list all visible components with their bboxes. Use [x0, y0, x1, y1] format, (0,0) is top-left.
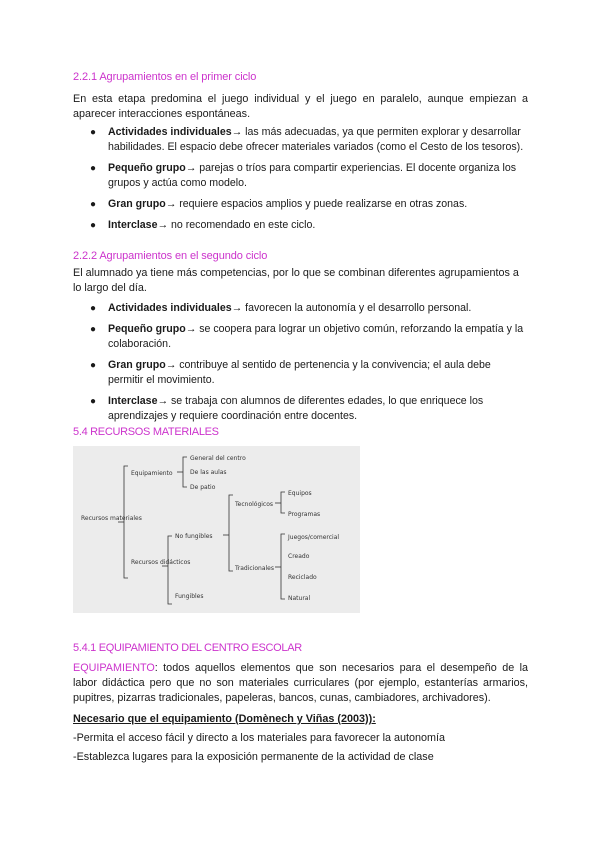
heading-5-4: 5.4 RECURSOS MATERIALES: [73, 426, 219, 438]
subheading-necesario: Necesario que el equipamiento (Domènech y Viñas (2003)):: [73, 713, 376, 725]
node-recursos-didacticos: Recursos didácticos: [131, 559, 191, 566]
list-item: [73, 218, 528, 233]
definition-text: : todos aquellos elementos que son necesarios para el desempeño de la labor didáctica pero que no son materiales curriculares (por ejemplo, estanterías armarios, pupitres, pizarras tradicionales, papeleras, bancos, cunas, cambiadores, archivadores).: [73, 662, 528, 704]
list-item-text: → contribuye al sentido de pertenencia y la convivencia; el aula debe permitir el movimiento.: [108, 359, 491, 386]
bullet-icon: ●: [90, 163, 97, 174]
diagram-svg: [73, 446, 360, 613]
bullet-icon: ●: [90, 127, 97, 138]
list-item-term: Pequeño grupo: [108, 162, 186, 174]
list-item-text: → se trabaja con alumnos de diferentes edades, lo que enriquece los aprendizajes y requiere coordinación entre docentes.: [108, 395, 484, 422]
bullet-icon: ●: [90, 199, 97, 210]
node-reciclado: Reciclado: [288, 574, 317, 581]
node-tradicionales: Tradicionales: [235, 565, 275, 572]
node-no-fungibles: No fungibles: [175, 533, 213, 540]
recursos-materiales-diagram: [73, 446, 360, 613]
list-item-term: Actividades individuales: [108, 126, 232, 138]
list-item-term: Interclase: [108, 395, 158, 407]
list-item-text: → favorecen la autonomía y el desarrollo personal.: [231, 302, 472, 314]
list-item-text: → las más adecuadas, ya que permiten explorar y desarrollar habilidades. El espacio debe ofrecer materiales variados (como el Cesto de los tesoros).: [108, 126, 524, 153]
node-de-patio: De patio: [190, 484, 216, 491]
list-item: [73, 358, 528, 388]
bullet-icon: ●: [90, 324, 97, 335]
heading-2-2-1: 2.2.1 Agrupamientos en el primer ciclo: [73, 71, 257, 83]
list-item-text: → parejas o tríos para compartir experiencias. El docente organiza los grupos y actúa como modelo.: [108, 162, 517, 189]
bracket-recursos-didacticos: [168, 536, 172, 604]
node-tecnologicos: Tecnológicos: [235, 501, 274, 508]
list-item: [73, 322, 528, 352]
bracket-no-fungibles: [229, 495, 233, 571]
point-acceso-facil: -Permita el acceso fácil y directo a los materiales para favorecer la autonomía: [73, 732, 446, 744]
list-primer-ciclo: [73, 125, 528, 233]
list-item-term: Pequeño grupo: [108, 323, 186, 335]
diagram-brackets: [118, 457, 285, 604]
heading-2-2-2: 2.2.2 Agrupamientos en el segundo ciclo: [73, 250, 268, 262]
node-juegos-comercial: Juegos/comercial: [288, 534, 340, 541]
list-item-term: Gran grupo: [108, 198, 166, 210]
bracket-tradicionales: [281, 534, 285, 599]
paragraph-equipamiento-definition: [73, 661, 528, 706]
list-item-text: → se coopera para lograr un objetivo común, reforzando la empatía y la colaboración.: [108, 323, 524, 350]
list-item-term: Interclase: [108, 219, 158, 231]
list-item-term: Gran grupo: [108, 359, 166, 371]
heading-5-4-1: 5.4.1 EQUIPAMIENTO DEL CENTRO ESCOLAR: [73, 642, 302, 654]
node-natural: Natural: [288, 595, 311, 602]
list-item: [73, 301, 528, 316]
list-item: [73, 197, 528, 212]
node-recursos-materiales: Recursos materiales: [81, 515, 142, 522]
node-creado: Creado: [288, 553, 310, 560]
node-equipamiento: Equipamiento: [131, 470, 173, 477]
node-general-del-centro: General del centro: [190, 455, 246, 462]
definition-term: EQUIPAMIENTO: [73, 662, 155, 674]
bracket-equipamiento: [183, 457, 187, 487]
node-programas: Programas: [288, 511, 321, 518]
node-equipos: Equipos: [288, 490, 312, 497]
list-segundo-ciclo: [73, 301, 528, 424]
bullet-icon: ●: [90, 220, 97, 231]
paragraph-intro-segundo-ciclo: El alumnado ya tiene más competencias, por lo que se combinan diferentes agrupamientos a lo largo del día.: [73, 267, 519, 294]
bullet-icon: ●: [90, 303, 97, 314]
bracket-tecnologicos: [281, 492, 285, 513]
list-item-text: → no recomendado en este ciclo.: [157, 219, 316, 231]
point-exposicion-permanente: -Establezca lugares para la exposición permanente de la actividad de clase: [73, 751, 434, 763]
node-fungibles: Fungibles: [175, 593, 204, 600]
list-item: [73, 125, 528, 155]
list-item-term: Actividades individuales: [108, 302, 232, 314]
list-item-text: → requiere espacios amplios y puede realizarse en otras zonas.: [165, 198, 468, 210]
paragraph-intro-primer-ciclo: En esta etapa predomina el juego individual y el juego en paralelo, aunque empiezan a aparecer interacciones espontáneas.: [73, 93, 528, 120]
list-item: [73, 394, 528, 424]
list-item: [73, 161, 528, 191]
bullet-icon: ●: [90, 360, 97, 371]
bracket-root: [124, 466, 128, 578]
node-de-las-aulas: De las aulas: [190, 469, 227, 476]
bullet-icon: ●: [90, 396, 97, 407]
